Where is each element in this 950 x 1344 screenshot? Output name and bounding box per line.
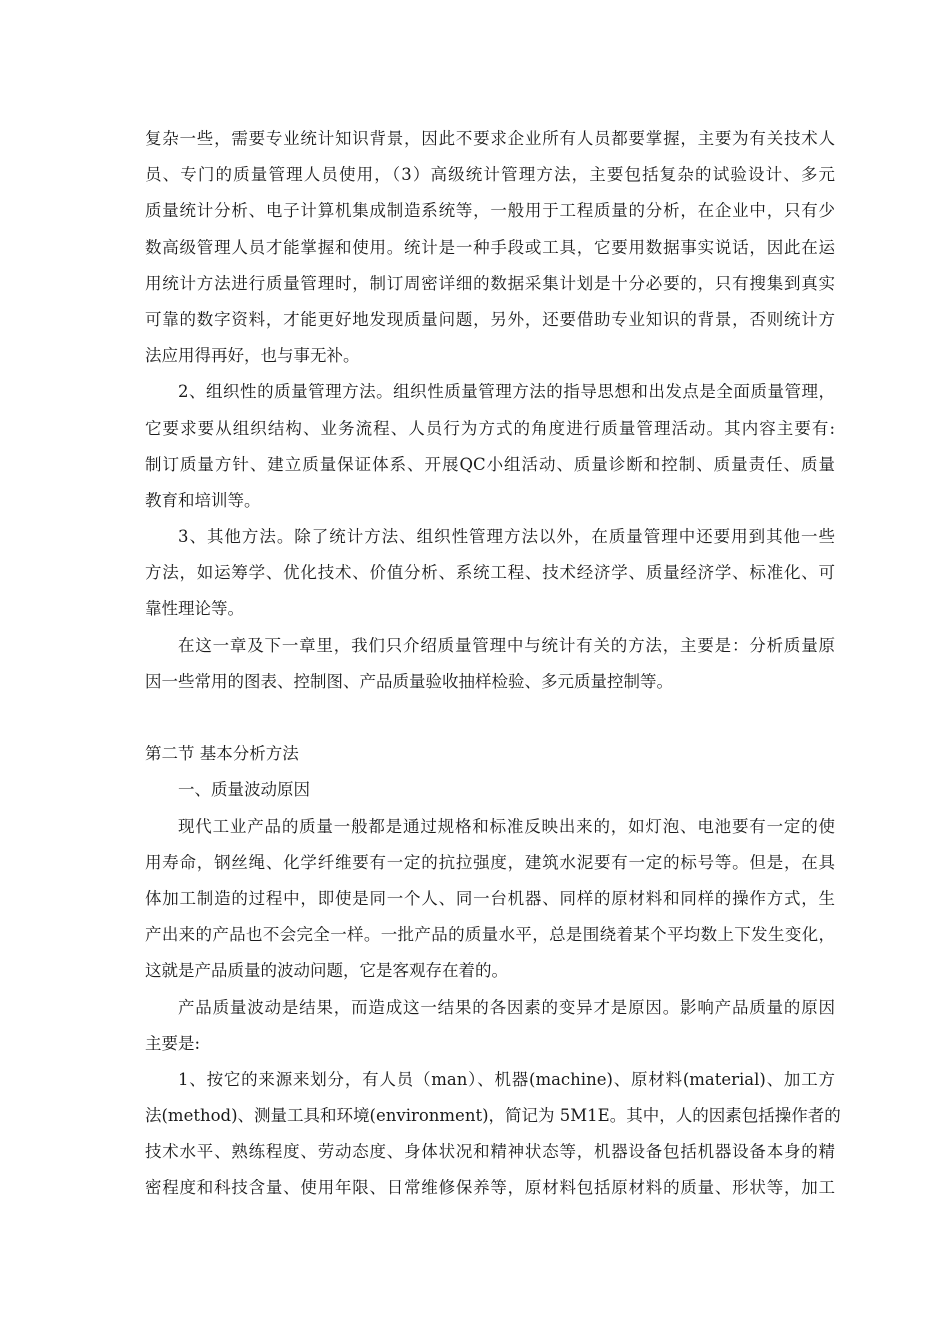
text-line: 法(method)、测量工具和环境(environment)，简记为 5M1E。其中，人的因素包括操作者的 [145, 1106, 841, 1126]
paragraph-other-methods [145, 519, 835, 628]
text-line: 可靠的数字资料，才能更好地发现质量问题，另外，还要借助专业知识的背景，否则统计方 [145, 309, 835, 329]
blank-line [145, 700, 835, 736]
text-line: 复杂一些，需要专业统计知识背景，因此不要求企业所有人员都要掌握，主要为有关技术人 [145, 129, 835, 148]
text-line: 制订质量方针、建立质量保证体系、开展QC小组活动、质量诊断和控制、质量责任、质量 [145, 454, 835, 474]
paragraph-causes [145, 990, 835, 1062]
text-line: 它要求要从组织结构、业务流程、人员行为方式的角度进行质量管理活动。其内容主要有: [145, 418, 835, 438]
text-line: 教育和培训等。 [145, 490, 261, 510]
document-body [145, 121, 841, 1207]
section-title: 第二节 基本分析方法 [145, 744, 299, 764]
subsection-title: 一、质量波动原因 [178, 780, 310, 800]
text-line: 体加工制造的过程中，即使是同一个人、同一台机器、同样的原材料和同样的操作方式，生 [145, 888, 835, 908]
text-line: 1、按它的来源来划分，有人员（man）、机器(machine)、原材料(material)、加工方 [178, 1069, 835, 1089]
text-line: 2、组织性的质量管理方法。组织性质量管理方法的指导思想和出发点是全面质量管理， [178, 382, 835, 402]
text-line: 产品质量波动是结果，而造成这一结果的各因素的变异才是原因。影响产品质量的原因 [178, 997, 835, 1017]
text-line: 现代工业产品的质量一般都是通过规格和标准反映出来的，如灯泡、电池要有一定的使 [178, 816, 835, 836]
text-line: 密程度和科技含量、使用年限、日常维修保养等，原材料包括原材料的质量、形状等，加工 [145, 1178, 835, 1198]
text-line: 员、专门的质量管理人员使用，（3）高级统计管理方法，主要包括复杂的试验设计、多元 [145, 165, 835, 185]
text-line: 这就是产品质量的波动问题，它是客观存在着的。 [145, 961, 508, 981]
paragraph-quality-fluctuation [145, 809, 835, 990]
text-line: 产出来的产品也不会完全一样。一批产品的质量水平，总是围绕着某个平均数上下发生变化， [145, 925, 835, 945]
text-line: 数高级管理人员才能掌握和使用。统计是一种手段或工具，它要用数据事实说话，因此在运 [145, 237, 835, 257]
text-line: 3、其他方法。除了统计方法、组织性管理方法以外，在质量管理中还要用到其他一些 [178, 527, 835, 547]
paragraph-statistical-methods-continued [145, 121, 835, 374]
paragraph-source-classification [145, 1062, 841, 1207]
paragraph-chapter-scope [145, 628, 835, 700]
paragraph-organizational-methods [145, 374, 835, 519]
text-line: 在这一章及下一章里，我们只介绍质量管理中与统计有关的方法，主要是：分析质量原 [178, 635, 835, 655]
text-line: 方法，如运筹学、优化技术、价值分析、系统工程、技术经济学、质量经济学、标准化、可 [145, 563, 835, 583]
text-line: 因一些常用的图表、控制图、产品质量验收抽样检验、多元质量控制等。 [145, 671, 673, 691]
text-line: 技术水平、熟练程度、劳动态度、身体状况和精神状态等，机器设备包括机器设备本身的精 [145, 1142, 835, 1162]
text-line: 质量统计分析、电子计算机集成制造系统等，一般用于工程质量的分析，在企业中，只有少 [145, 201, 835, 221]
text-line: 法应用得再好，也与事无补。 [145, 346, 360, 366]
text-line: 用寿命，钢丝绳、化学纤维要有一定的抗拉强度，建筑水泥要有一定的标号等。但是，在具 [145, 852, 835, 872]
text-line: 靠性理论等。 [145, 599, 244, 619]
text-line: 主要是: [145, 1033, 201, 1053]
text-line: 用统计方法进行质量管理时，制订周密详细的数据采集计划是十分必要的，只有搜集到真实 [145, 273, 835, 293]
